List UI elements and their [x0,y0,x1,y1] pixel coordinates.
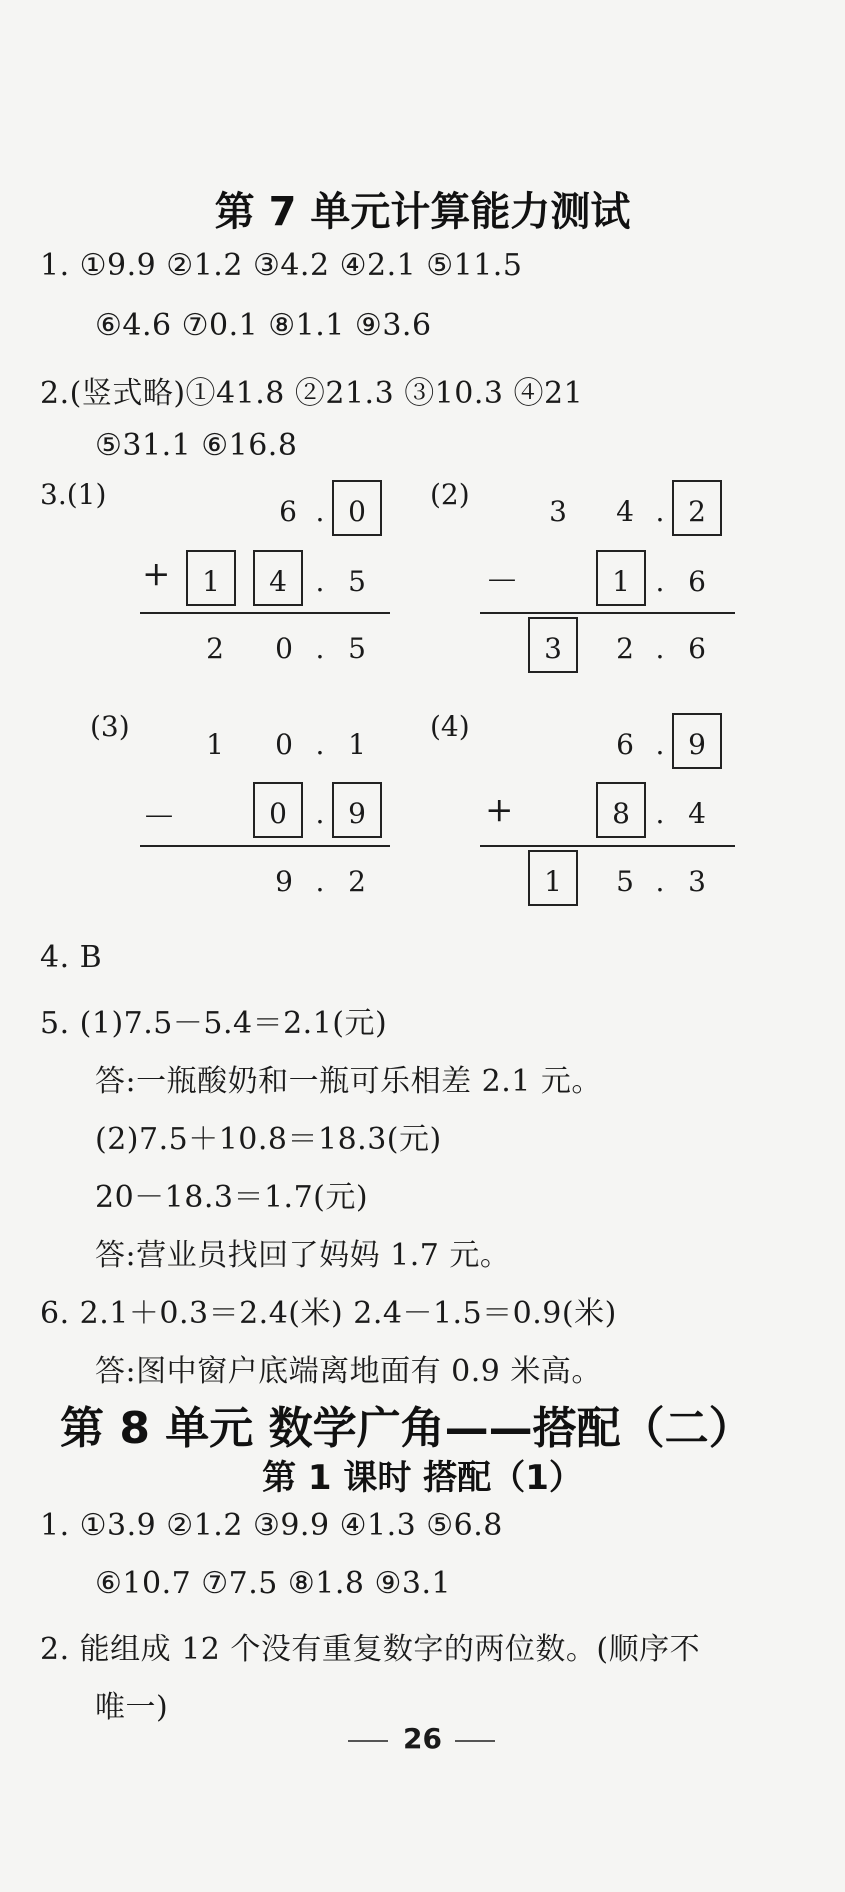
q2-line-2: ⑤31.1 ⑥16.8 [95,428,298,463]
decimal-point: . [315,728,325,761]
decimal-point: . [315,797,325,830]
s8-q2-line-1: 2. 能组成 12 个没有重复数字的两位数。(顺序不 [40,1632,701,1667]
box-digit: 0 [269,797,287,830]
digit: 0 [275,632,293,665]
q1-line-2: ⑥4.6 ⑦0.1 ⑧1.1 ⑨3.6 [95,308,432,343]
decimal-point: . [315,565,325,598]
q5-line-2: 答:一瓶酸奶和一瓶可乐相差 2.1 元。 [95,1064,602,1099]
box-digit: 1 [202,565,220,598]
box-digit: 2 [688,495,706,528]
box-digit: 1 [612,565,630,598]
minus-sign: － [485,562,519,602]
digit: 6 [688,632,706,665]
digit: 5 [348,565,366,598]
digit: 0 [275,728,293,761]
difference-line [480,612,735,614]
digit: 5 [348,632,366,665]
decimal-point: . [655,565,665,598]
lesson-title: 第 1 课时 搭配（1） [262,1458,583,1498]
q6-line-2: 答:图中窗户底端离地面有 0.9 米高。 [95,1354,602,1389]
box-digit: 8 [612,797,630,830]
p3-label: (3) [90,710,130,743]
page-number: 26 [403,1722,442,1755]
digit: 4 [616,495,634,528]
digit: 3 [688,865,706,898]
box-digit: 3 [544,632,562,665]
box-digit: 0 [348,495,366,528]
digit: 2 [206,632,224,665]
digit: 4 [688,797,706,830]
digit: 6 [279,495,297,528]
decimal-point: . [655,797,665,830]
footer-rule-right [455,1740,495,1742]
digit: 2 [348,865,366,898]
q2-line-1: 2.(竖式略)①41.8 ②21.3 ③10.3 ④21 [40,376,584,411]
q5-line-1: 5. (1)7.5－5.4＝2.1(元) [40,1006,388,1041]
decimal-point: . [315,495,325,528]
digit: 5 [616,865,634,898]
digit: 3 [549,495,567,528]
s8-q1-line-1: 1. ①3.9 ②1.2 ③9.9 ④1.3 ⑤6.8 [40,1508,503,1543]
box-digit: 9 [348,797,366,830]
decimal-point: . [655,728,665,761]
p2-label: (2) [430,478,470,511]
section-8-title: 第 8 单元 数学广角——搭配（二） [60,1403,753,1454]
minus-sign: － [142,798,176,838]
s8-q2-line-2: 唯一) [95,1690,169,1725]
decimal-point: . [655,865,665,898]
digit: 1 [206,728,224,761]
sum-line [140,612,390,614]
digit: 6 [616,728,634,761]
box-digit: 9 [688,728,706,761]
decimal-point: . [315,865,325,898]
p4-label: (4) [430,710,470,743]
box-digit: 4 [269,565,287,598]
digit: 9 [275,865,293,898]
q4: 4. B [40,940,103,975]
s8-q1-line-2: ⑥10.7 ⑦7.5 ⑧1.8 ⑨3.1 [95,1566,452,1601]
q1-line-1: 1. ①9.9 ②1.2 ③4.2 ④2.1 ⑤11.5 [40,248,523,283]
decimal-point: . [655,495,665,528]
digit: 1 [348,728,366,761]
sum-line [480,845,735,847]
decimal-point: . [315,632,325,665]
q5-line-3: (2)7.5＋10.8＝18.3(元) [95,1122,442,1157]
q6-line-1: 6. 2.1＋0.3＝2.4(米) 2.4－1.5＝0.9(米) [40,1296,617,1331]
plus-sign: + [485,790,514,830]
decimal-point: . [655,632,665,665]
section-7-title: 第 7 单元计算能力测试 [214,189,631,235]
digit: 6 [688,565,706,598]
plus-sign: + [142,554,171,594]
q5-line-4: 20－18.3＝1.7(元) [95,1180,369,1215]
q3-label: 3.(1) [40,478,107,511]
box-digit: 1 [544,865,562,898]
q5-line-5: 答:营业员找回了妈妈 1.7 元。 [95,1238,511,1273]
difference-line [140,845,390,847]
digit: 2 [616,632,634,665]
